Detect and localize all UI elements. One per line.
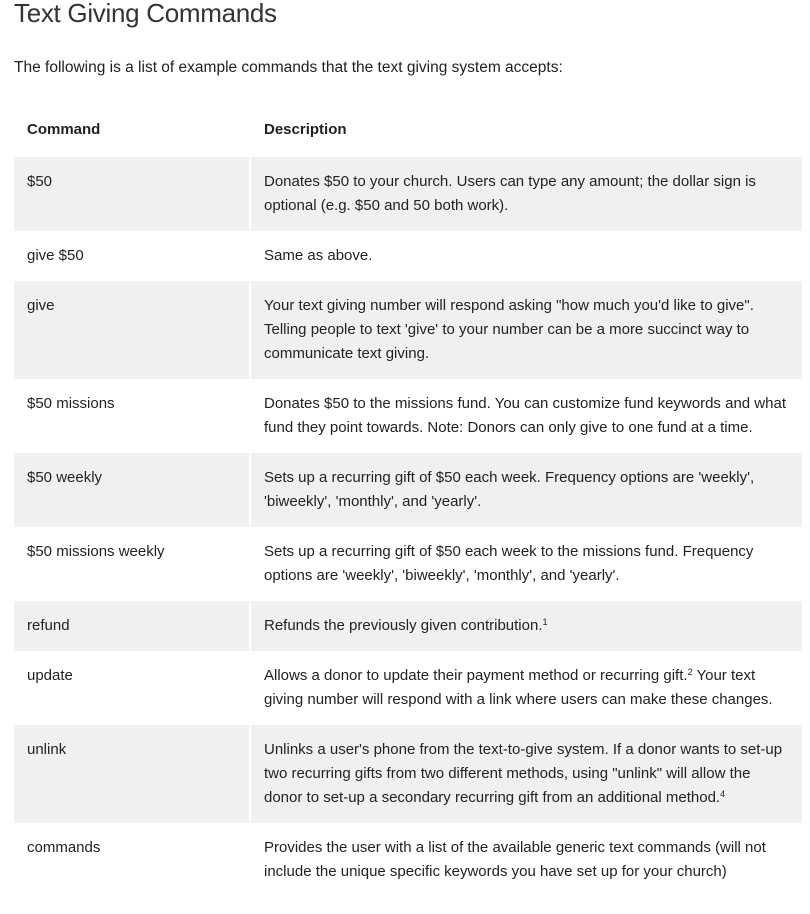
footnote-marker: 4 [720, 789, 726, 799]
description-cell [251, 823, 802, 897]
description-text: Same as above. [264, 247, 373, 264]
table-row [14, 823, 802, 897]
description-text: Donates $50 to your church. Users can type any amount; the dollar sign is optional (e.g. $50 and 50 both work). [264, 173, 756, 214]
table-row [14, 379, 802, 453]
description-text-continued: Your text giving number will respond with a link where users can make these changes. [264, 667, 773, 708]
command-cell: $50 [14, 157, 251, 231]
description-cell [251, 527, 802, 601]
command-cell: give [14, 281, 251, 379]
table-row [14, 651, 802, 725]
description-cell [251, 453, 802, 527]
commands-table [14, 104, 802, 897]
command-cell: give $50 [14, 231, 251, 281]
description-text: Sets up a recurring gift of $50 each week to the missions fund. Frequency options are 'weekly', 'biweekly', 'monthly', and 'yearly'. [264, 543, 754, 584]
table-row [14, 527, 802, 601]
description-cell [251, 601, 802, 651]
description-cell [251, 651, 802, 725]
description-cell [251, 725, 802, 823]
command-cell: $50 weekly [14, 453, 251, 527]
command-cell: unlink [14, 725, 251, 823]
column-header-description: Description [264, 121, 347, 138]
command-cell: refund [14, 601, 251, 651]
table-row [14, 281, 802, 379]
description-text: Provides the user with a list of the available generic text commands (will not include the unique specific keywords you have set up for your church) [264, 839, 766, 880]
table-row [14, 601, 802, 651]
footnote-marker: 2 [687, 667, 693, 677]
intro-text: The following is a list of example commands that the text giving system accepts: [14, 59, 563, 76]
footnote-marker: 1 [542, 617, 548, 627]
description-text: Unlinks a user's phone from the text-to-give system. If a donor wants to set-up two recurring gifts from two different methods, using "unlink" will allow the donor to set-up a secondary recurring gift from an additional method. [264, 741, 783, 806]
description-cell [251, 281, 802, 379]
table-row [14, 725, 802, 823]
command-cell: $50 missions weekly [14, 527, 251, 601]
description-text: Sets up a recurring gift of $50 each week. Frequency options are 'weekly', 'biweekly', 'monthly', and 'yearly'. [264, 469, 755, 510]
description-text: Refunds the previously given contribution. [264, 617, 543, 634]
command-cell: update [14, 651, 251, 725]
command-cell: commands [14, 823, 251, 897]
description-text: Donates $50 to the missions fund. You can customize fund keywords and what fund they point towards. Note: Donors can only give to one fund at a time. [264, 395, 786, 436]
description-cell [251, 231, 802, 281]
command-cell: $50 missions [14, 379, 251, 453]
table-row [14, 231, 802, 281]
column-header-command: Command [27, 121, 101, 138]
table-row [14, 453, 802, 527]
table-header-row [14, 104, 802, 157]
table-row [14, 157, 802, 231]
description-cell [251, 379, 802, 453]
description-cell [251, 157, 802, 231]
description-text: Allows a donor to update their payment method or recurring gift. [264, 667, 688, 684]
page-title: Text Giving Commands [14, 0, 277, 28]
description-text: Your text giving number will respond asking "how much you'd like to give". Telling people to text 'give' to your number can be a more succinct way to communicate text giving. [264, 297, 754, 362]
